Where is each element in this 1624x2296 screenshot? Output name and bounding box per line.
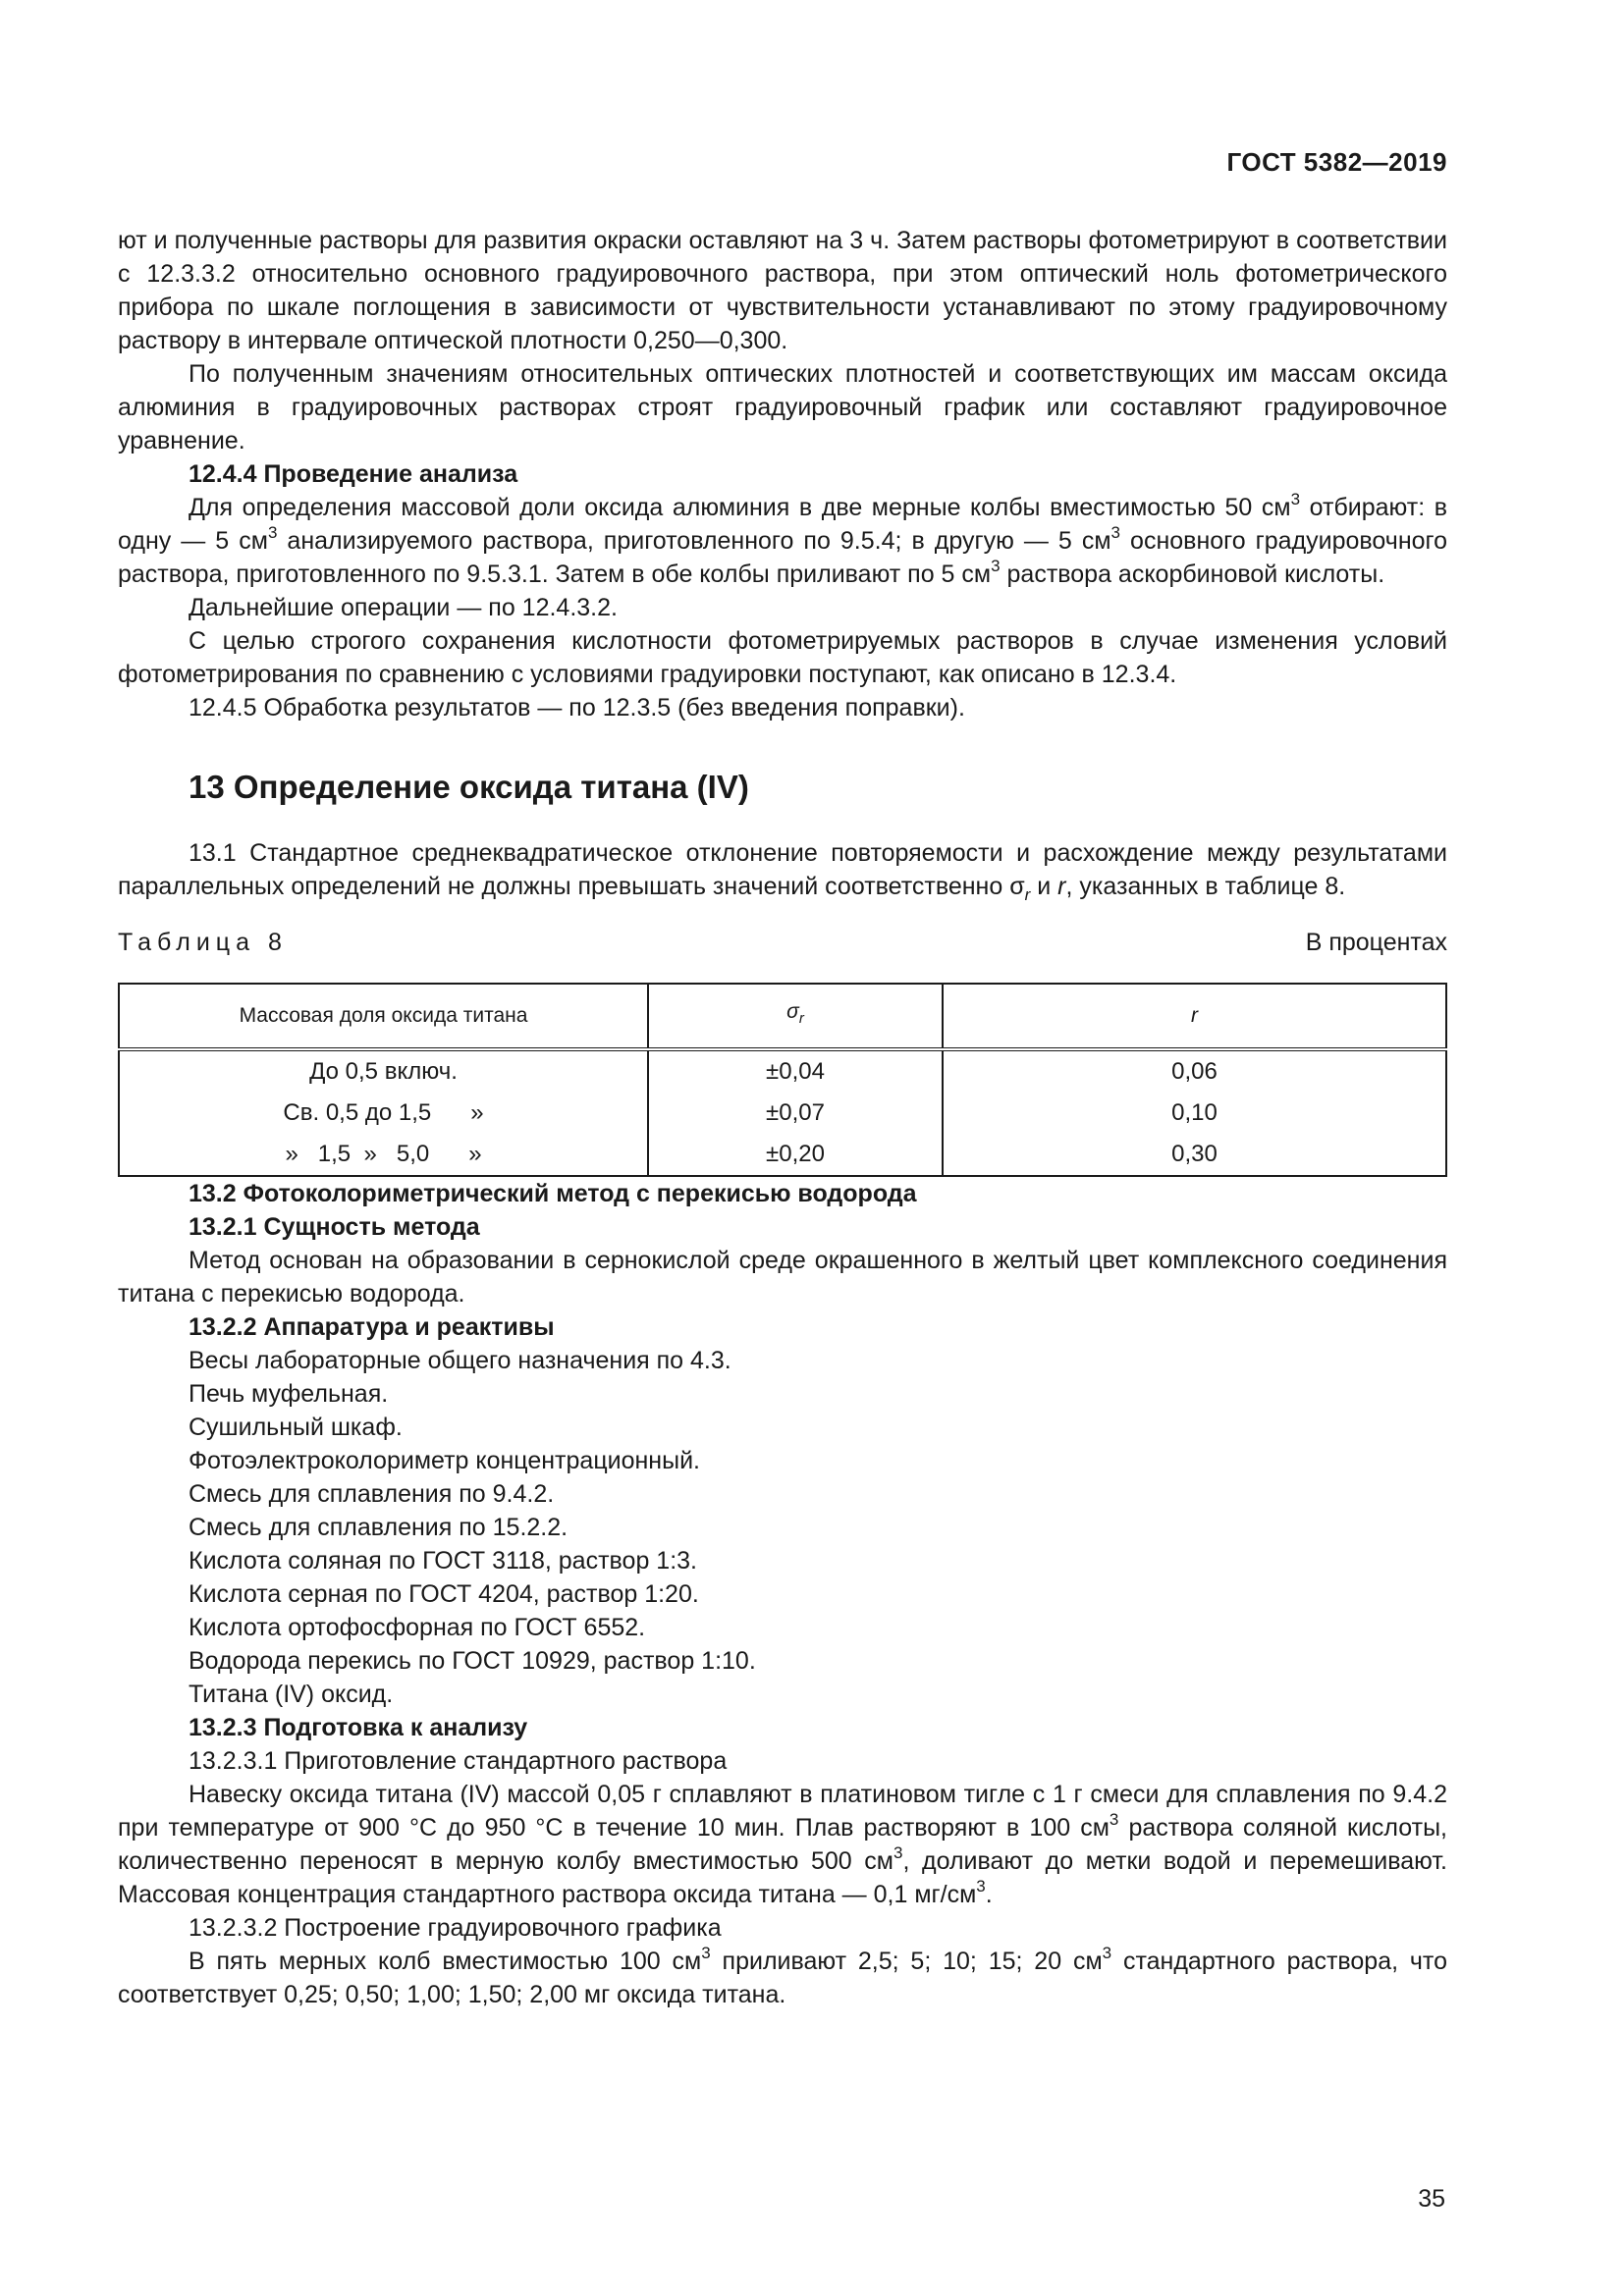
apparatus-item: Кислота соляная по ГОСТ 3118, раствор 1:3. xyxy=(189,1547,697,1575)
paragraph: Навеску оксида титана (IV) массой 0,05 г сплавляют в платиновом тигле с 1 г смеси для сплавления по 9.4.2 при температуре от 900 °С до 950 °С в течение 10 мин. Плав растворяют в 100 $см^3$ раствора соляной кислоты, количественно переносят в мерную колбу вместимостью 500 $см^3$, доливают до метки водой и перемешивают. Массовая концентрация стандартного раствора оксида титана — 0,1 $мг/см^3$. xyxy=(118,1781,1447,1908)
apparatus-item: Фотоэлектроколориметр концентрационный. xyxy=(189,1447,700,1474)
table-caption-row xyxy=(118,926,1447,959)
paragraph: Дальнейшие операции — по 12.4.3.2. xyxy=(189,594,618,621)
subsection-13-2-3-1: 13.2.3.1 Приготовление стандартного раствора xyxy=(189,1747,728,1775)
cell-range: Св. 0,5 до 1,5 » xyxy=(119,1093,648,1134)
cell-r: 0,30 xyxy=(943,1134,1446,1176)
table-8 xyxy=(118,983,1447,1177)
table-row xyxy=(119,1049,1446,1093)
paragraph: Для определения массовой доли оксида алюминия в две мерные колбы вместимостью 50 $см^3$ отбирают: в одну — 5 $см^3$ анализируемого раствора, приготовленного по 9.5.4; в другую — 5 $см^3$ основного градуировочного раствора, приготовленного по 9.5.3.1. Затем в обе колбы приливают по 5 $см^3$ раствора аскорбиновой кислоты. xyxy=(118,489,1448,588)
paragraph: С целью строгого сохранения кислотности фотометрируемых растворов в случае изменения условий фотометрирования по сравнению с условиями градуировки поступают, как описано в 12.3.4. xyxy=(118,627,1447,688)
apparatus-item: Кислота серная по ГОСТ 4204, раствор 1:20. xyxy=(189,1580,699,1608)
subsection-heading-12-4-4: 12.4.4 Проведение анализа xyxy=(189,460,518,488)
cell-r: 0,06 xyxy=(943,1049,1446,1093)
document-header: ГОСТ 5382—2019 xyxy=(1226,147,1447,177)
paragraph: ют и полученные растворы для развития окраски оставляют на 3 ч. Затем растворы фотометрируют в соответствии с 12.3.3.2 относительно основного градуировочного раствора, при этом оптический ноль фотометрического прибора по шкале поглощения в зависимости от чувствительности устанавливают по этому градуировочному раствору в интервале оптической плотности 0,250—0,300. xyxy=(118,227,1447,354)
apparatus-item: Весы лабораторные общего назначения по 4.3. xyxy=(189,1347,731,1374)
page-content xyxy=(118,224,1447,2011)
apparatus-item: Печь муфельная. xyxy=(189,1380,389,1408)
header-sigma: $\sigma_r$ xyxy=(648,984,943,1049)
section-heading-13: 13 Определение оксида титана (IV) xyxy=(189,769,749,805)
subsection-heading-13-2: 13.2 Фотоколориметрический метод с перекисью водорода xyxy=(189,1180,917,1207)
cell-sigma: ±0,04 xyxy=(648,1049,943,1093)
header-mass-fraction: Массовая доля оксида титана xyxy=(119,984,648,1049)
cell-range: До 0,5 включ. xyxy=(119,1049,648,1093)
page-number: 35 xyxy=(1418,2185,1445,2213)
cell-sigma: ±0,07 xyxy=(648,1093,943,1134)
paragraph: По полученным значениям относительных оптических плотностей и соответствующих им массам оксида алюминия в градуировочных растворах строят градуировочный график или составляют градуировочное уравнение. xyxy=(118,360,1447,454)
apparatus-item: Смесь для сплавления по 15.2.2. xyxy=(189,1514,568,1541)
table-units: В процентах xyxy=(1305,929,1447,956)
table-row xyxy=(119,1093,1446,1134)
subsection-heading-13-2-3: 13.2.3 Подготовка к анализу xyxy=(189,1714,528,1741)
cell-sigma: ±0,20 xyxy=(648,1134,943,1176)
paragraph: 12.4.5 Обработка результатов — по 12.3.5 (без введения поправки). xyxy=(189,694,965,721)
table-row xyxy=(119,1134,1446,1176)
paragraph: В пять мерных колб вместимостью 100 $см^3$ приливают 2,5; 5; 10; 15; 20 $см^3$ стандартного раствора, что соответствует 0,25; 0,50; 1,00; 1,50; 2,00 мг оксида титана. xyxy=(118,1943,1447,2008)
cell-range: » 1,5 » 5,0 » xyxy=(119,1134,648,1176)
paragraph: Метод основан на образовании в сернокислой среде окрашенного в желтый цвет комплексного соединения титана с перекисью водорода. xyxy=(118,1247,1447,1308)
apparatus-item: Сушильный шкаф. xyxy=(189,1414,403,1441)
table-header-row xyxy=(119,984,1446,1049)
subsection-heading-13-2-1: 13.2.1 Сущность метода xyxy=(189,1213,480,1241)
header-r: r xyxy=(943,984,1446,1049)
apparatus-list xyxy=(118,1344,1447,1711)
subsection-13-2-3-2: 13.2.3.2 Построение градуировочного графика xyxy=(189,1914,722,1942)
table-caption: Таблица 8 xyxy=(118,929,288,956)
apparatus-item: Смесь для сплавления по 9.4.2. xyxy=(189,1480,555,1508)
apparatus-item: Водорода перекись по ГОСТ 10929, раствор 1:10. xyxy=(189,1647,756,1675)
cell-r: 0,10 xyxy=(943,1093,1446,1134)
apparatus-item: Кислота ортофосфорная по ГОСТ 6552. xyxy=(189,1614,646,1641)
subsection-heading-13-2-2: 13.2.2 Аппаратура и реактивы xyxy=(189,1313,555,1341)
apparatus-item: Титана (IV) оксид. xyxy=(189,1681,394,1708)
paragraph-13-1: 13.1 Стандартное среднеквадратическое отклонение повторяемости и расхождение между результатами параллельных определений не должны превышать значений соответственно $\sigma_r$ и r, указанных в таблице 8. xyxy=(118,839,1447,904)
